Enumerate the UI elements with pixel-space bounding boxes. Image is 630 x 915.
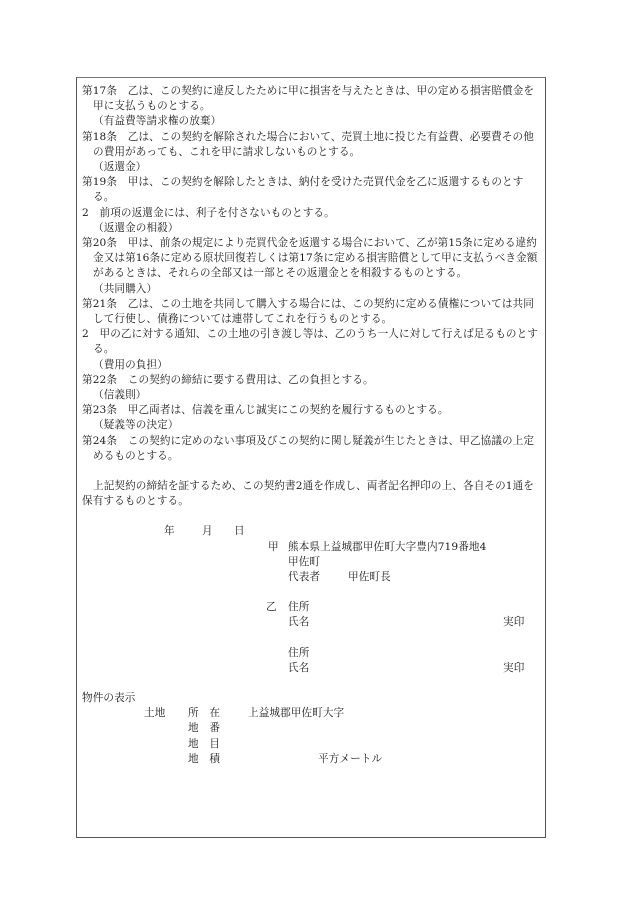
- closing-statement: 上記契約の締結を証するため、この契約書2通を作成し、両者記名押印の上、各自その1通を保有するものとする。: [82, 480, 535, 508]
- article-19-para-2: 2 前項の返還金には、利子を付さないものとする。: [82, 206, 335, 219]
- party-a-name: 甲佐町: [288, 555, 321, 568]
- article-23-heading: （信義則）: [93, 389, 147, 402]
- article-22: 第22条 この契約の締結に要する費用は、乙の負担とする。: [82, 373, 374, 386]
- property-location-value: 上益城郡甲佐町大字: [248, 707, 345, 720]
- article-24: 第24条 この契約に定めのない事項及びこの契約に関し疑義が生じたときは、甲乙協議の上定めるものとする。: [82, 434, 535, 462]
- party-a-rep-line: [82, 570, 540, 585]
- article-22-heading: （費用の負担）: [93, 358, 168, 371]
- party-b2-name-line: [82, 661, 540, 676]
- party-b-seal: 実印: [503, 616, 525, 629]
- property-category-label: 地 目: [188, 737, 221, 750]
- article-18: 第18条 乙は、この契約を解除された場合において、売買土地に投じた有益費、必要費その他の費用があっても、これを甲に請求しないものとする。: [82, 130, 534, 158]
- property-location-label: 所 在: [188, 707, 221, 720]
- date-year: 年: [164, 525, 175, 538]
- article-23: 第23条 甲乙両者は、信義を重んじ誠実にこの契約を履行するものとする。: [82, 404, 449, 417]
- property-area-line: [82, 752, 540, 767]
- property-category-line: [82, 737, 540, 752]
- party-a-address: 熊本県上益城郡甲佐町大字豊内719番地4: [288, 540, 487, 553]
- article-21-heading: （共同購入）: [93, 282, 158, 295]
- article-24-heading: （疑義等の決定）: [93, 419, 179, 432]
- party-a-rep-name: 甲佐町長: [348, 571, 391, 584]
- party-a-name-line: [82, 555, 540, 570]
- party-b-address-line: [82, 600, 540, 615]
- party-a-address-line: [82, 540, 540, 555]
- party-b-name-line: [82, 615, 540, 630]
- party-b-name-label: 氏名: [288, 616, 310, 629]
- article-18-heading: （有益費等請求権の放棄）: [93, 115, 222, 128]
- property-title-line: [82, 691, 540, 706]
- property-area-label: 地 積: [188, 752, 221, 765]
- party-b2-name-label: 氏名: [288, 661, 310, 674]
- party-b2-address-line: [82, 646, 540, 661]
- property-lot-label: 地 番: [188, 722, 221, 735]
- date-day: 日: [234, 525, 245, 538]
- article-21: 第21条 乙は、この土地を共同して購入する場合には、この契約に定める債権については共同して行使し、債務については連帯してこれを行うものとする。: [82, 297, 534, 326]
- date-line: [82, 524, 540, 539]
- date-month: 月: [202, 525, 213, 538]
- contract-document: [82, 84, 540, 767]
- property-area-unit: 平方メートル: [318, 752, 383, 765]
- property-location-line: [82, 706, 540, 721]
- party-b2-address-label: 住所: [288, 646, 310, 659]
- article-19-heading: （返還金）: [93, 161, 147, 174]
- article-20-heading: （返還金の相殺）: [93, 221, 179, 234]
- property-title: 物件の表示: [82, 691, 136, 704]
- party-b2-seal: 実印: [503, 661, 525, 674]
- article-20: 第20条 甲は、前条の規定により売買代金を返還する場合において、乙が第15条に定める違約金又は第16条に定める原状回復若しくは第17条に定める損害賠償として甲に支払うべき金額があるときは、それらの全部又は一部とその返還金とを相殺するものとする。: [82, 237, 538, 280]
- property-type: 土地: [144, 707, 166, 720]
- party-b-label: 乙: [266, 601, 277, 614]
- party-a-label: 甲: [268, 540, 279, 553]
- property-lot-line: [82, 721, 540, 736]
- article-19: 第19条 甲は、この契約を解除したときは、納付を受けた売買代金を乙に返還するものとする。: [82, 176, 524, 204]
- party-a-rep-label: 代表者: [288, 571, 321, 584]
- party-b-address-label: 住所: [288, 601, 310, 614]
- article-21-para-2: 2 甲の乙に対する通知、この土地の引き渡し等は、乙のうち一人に対して行えば足るものとする。: [82, 328, 538, 356]
- article-17: 第17条 乙は、この契約に違反したために甲に損害を与えたときは、甲の定める損害賠償金を甲に支払うものとする。: [82, 85, 535, 113]
